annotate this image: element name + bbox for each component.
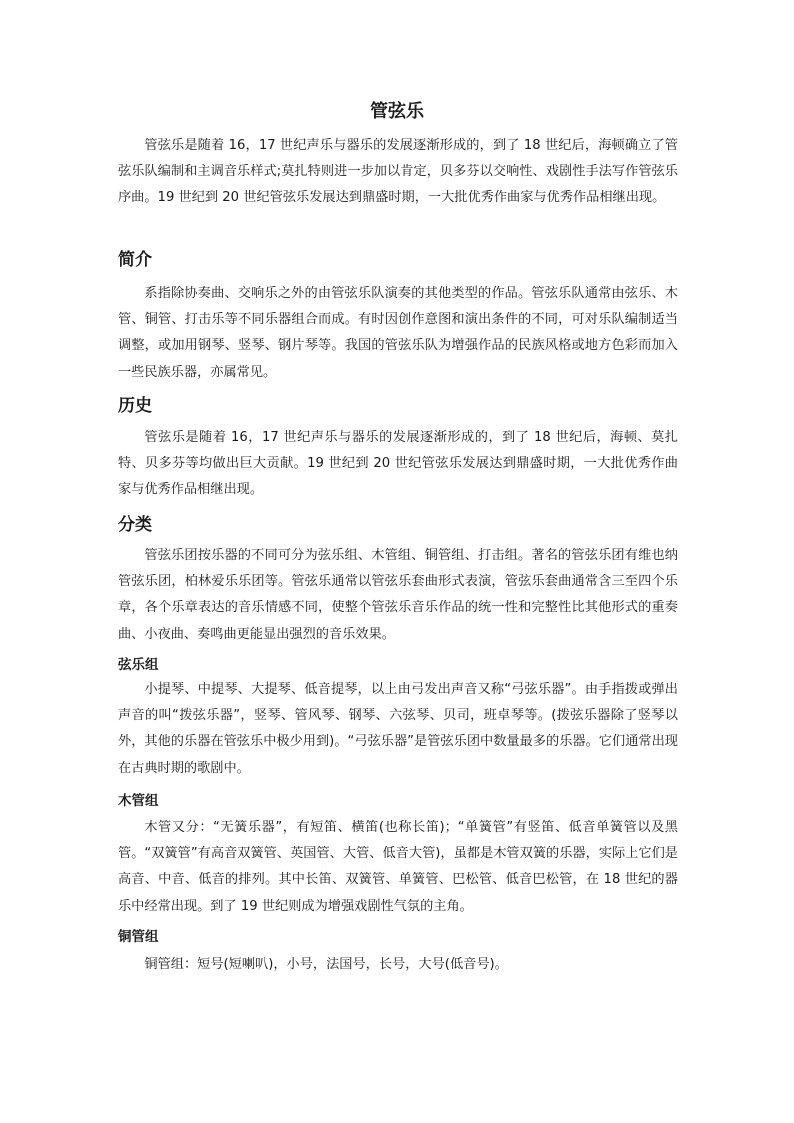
woodwind-paragraph: 木管又分：“无簧乐器”，有短笛、横笛(也称长笛)；“单簧管”有竖笛、低音单簧管以及黑管。“双簧管”有高音双簧管、英国管、大管、低音大管)，虽都是木管双簧的乐器，实际上它们是高音、中音、低音的排列。其中长笛、双簧管、单簧管、巴松管、低音巴松管，在 18 世纪的器乐中经常出现。到了 19 世纪则成为增强戏剧性气氛的主角。 [118,820,678,914]
subheading-woodwind: 木管组 [118,793,159,809]
classification-paragraph: 管弦乐团按乐器的不同可分为弦乐组、木管组、铜管组、打击组。著名的管弦乐团有维也纳管弦乐团，柏林爱乐乐团等。管弦乐通常以管弦乐套曲形式表演，管弦乐套曲通常含三至四个乐章，各个乐章表达的音乐情感不同，使整个管弦乐音乐作品的统一性和完整性比其他形式的重奏曲、小夜曲、奏鸣曲更能显出强烈的音乐效果。 [118,548,678,642]
intro-section-paragraph: 系指除协奏曲、交响乐之外的由管弦乐队演奏的其他类型的作品。管弦乐队通常由弦乐、木管、铜管、打击乐等不同乐器组合而成。有时因创作意图和演出条件的不同，可对乐队编制适当调整，或加用钢琴、竖琴、钢片琴等。我国的管弦乐队为增强作品的民族风格或地方色彩而加入一些民族乐器，亦属常见。 [118,286,678,380]
strings-paragraph: 小提琴、中提琴、大提琴、低音提琴，以上由弓发出声音又称“弓弦乐器”。由手指拨或弹出声音的叫“拨弦乐器”，竖琴、管风琴、钢琴、六弦琴、贝司，班卓琴等。(拨弦乐器除了竖琴以外，其他的乐器在管弦乐中极少用到)。“弓弦乐器”是管弦乐团中数量最多的乐器。它们通常出现在古典时期的歌剧中。 [118,682,678,776]
subheading-strings: 弦乐组 [118,657,159,673]
history-paragraph: 管弦乐是随着 16，17 世纪声乐与器乐的发展逐渐形成的，到了 18 世纪后，海顿、莫扎特、贝多芬等均做出巨大贡献。19 世纪到 20 世纪管弦乐发展达到鼎盛时期，一大批优秀作曲家与优秀作品相继出现。 [118,430,678,498]
subheading-brass: 铜管组 [118,929,159,945]
section-heading-classification: 分类 [118,515,152,535]
document-title: 管弦乐 [370,101,424,122]
brass-paragraph: 铜管组：短号(短喇叭)，小号，法国号，长号，大号(低音号)。 [144,957,508,972]
section-heading-history: 历史 [118,396,152,416]
section-heading-intro: 简介 [118,250,152,270]
intro-paragraph: 管弦乐是随着 16，17 世纪声乐与器乐的发展逐渐形成的，到了 18 世纪后，海顿确立了管弦乐队编制和主调音乐样式;莫扎特则进一步加以肯定，贝多芬以交响性、戏剧性手法写作管弦乐序曲。19 世纪到 20 世纪管弦乐发展达到鼎盛时期，一大批优秀作曲家与优秀作品相继出现。 [118,138,678,206]
